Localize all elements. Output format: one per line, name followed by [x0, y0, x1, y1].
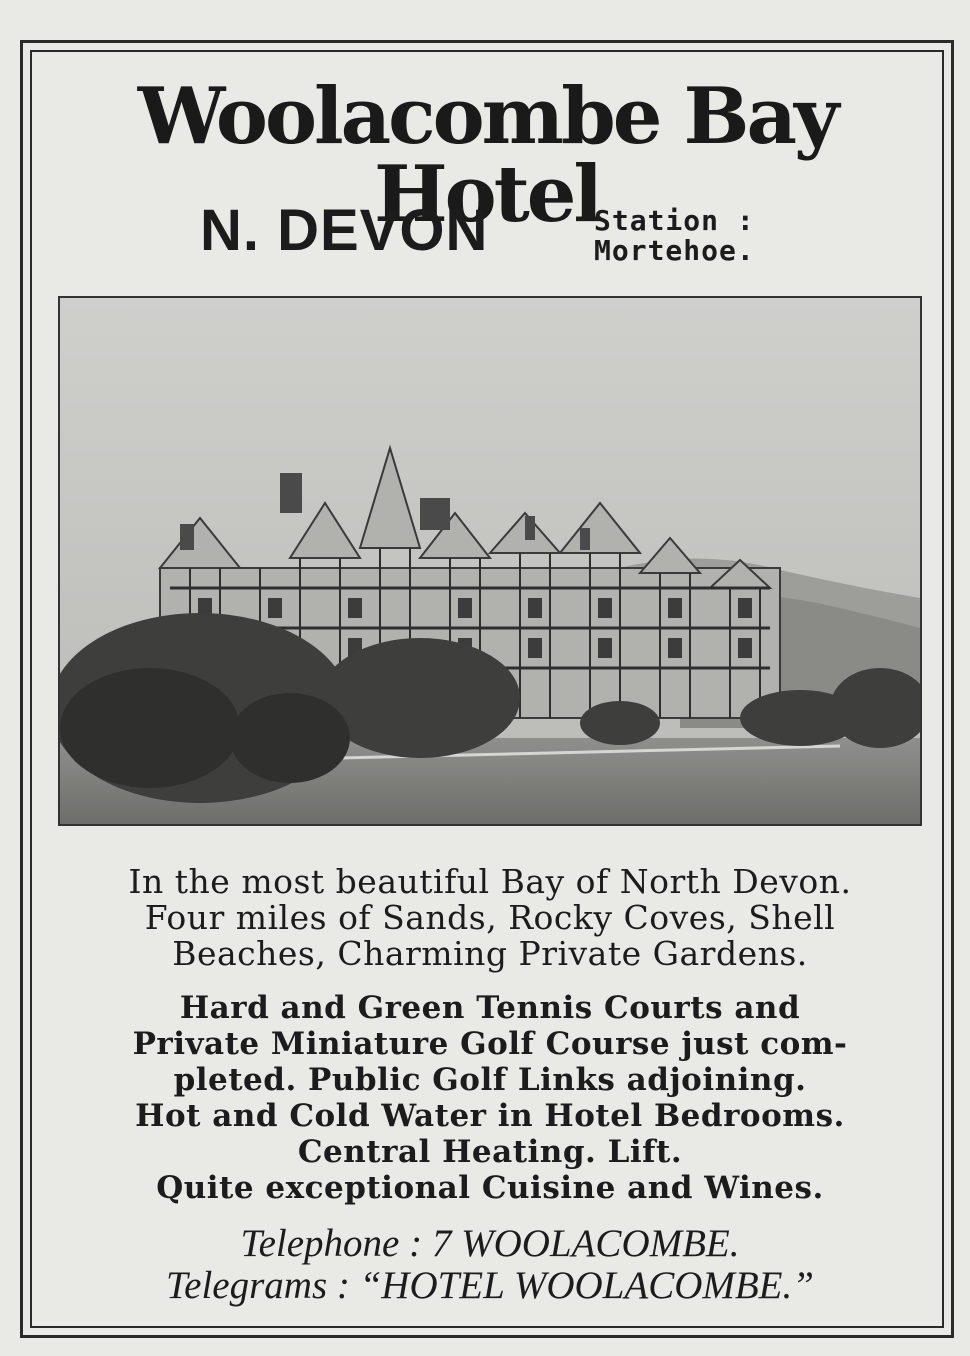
station-label: Station : [594, 204, 755, 237]
station-name: Mortehoe. [594, 234, 755, 267]
amenities-line: Private Miniature Golf Course just com- [132, 1026, 848, 1062]
amenities-line: Hard and Green Tennis Courts and [179, 990, 801, 1026]
amenities-line: Hot and Cold Water in Hotel Bedrooms. [135, 1098, 845, 1134]
amenities-line: Quite exceptional Cuisine and Wines. [156, 1170, 824, 1206]
amenities-paragraph [94, 990, 886, 1206]
description-paragraph [94, 864, 886, 972]
description-line: In the most beautiful Bay of North Devon. [128, 862, 852, 901]
amenities-line: Central Heating. Lift. [297, 1134, 683, 1170]
station-info [594, 206, 755, 266]
hotel-building-illustration [60, 298, 920, 824]
amenities-line: pleted. Public Golf Links adjoining. [173, 1062, 807, 1098]
hotel-title: Woolacombe Bay Hotel [137, 71, 837, 240]
description-line: Four miles of Sands, Rocky Coves, Shell [144, 898, 836, 937]
description-line: Beaches, Charming Private Gardens. [172, 934, 808, 973]
hotel-photo [58, 296, 922, 826]
telephone-line: Telephone : 7 WOOLACOMBE. [240, 1222, 740, 1265]
telegrams-line: Telegrams : “HOTEL WOOLACOMBE.” [166, 1264, 814, 1307]
subtitle-row [30, 200, 944, 272]
region-label: N. DEVON [200, 198, 489, 263]
